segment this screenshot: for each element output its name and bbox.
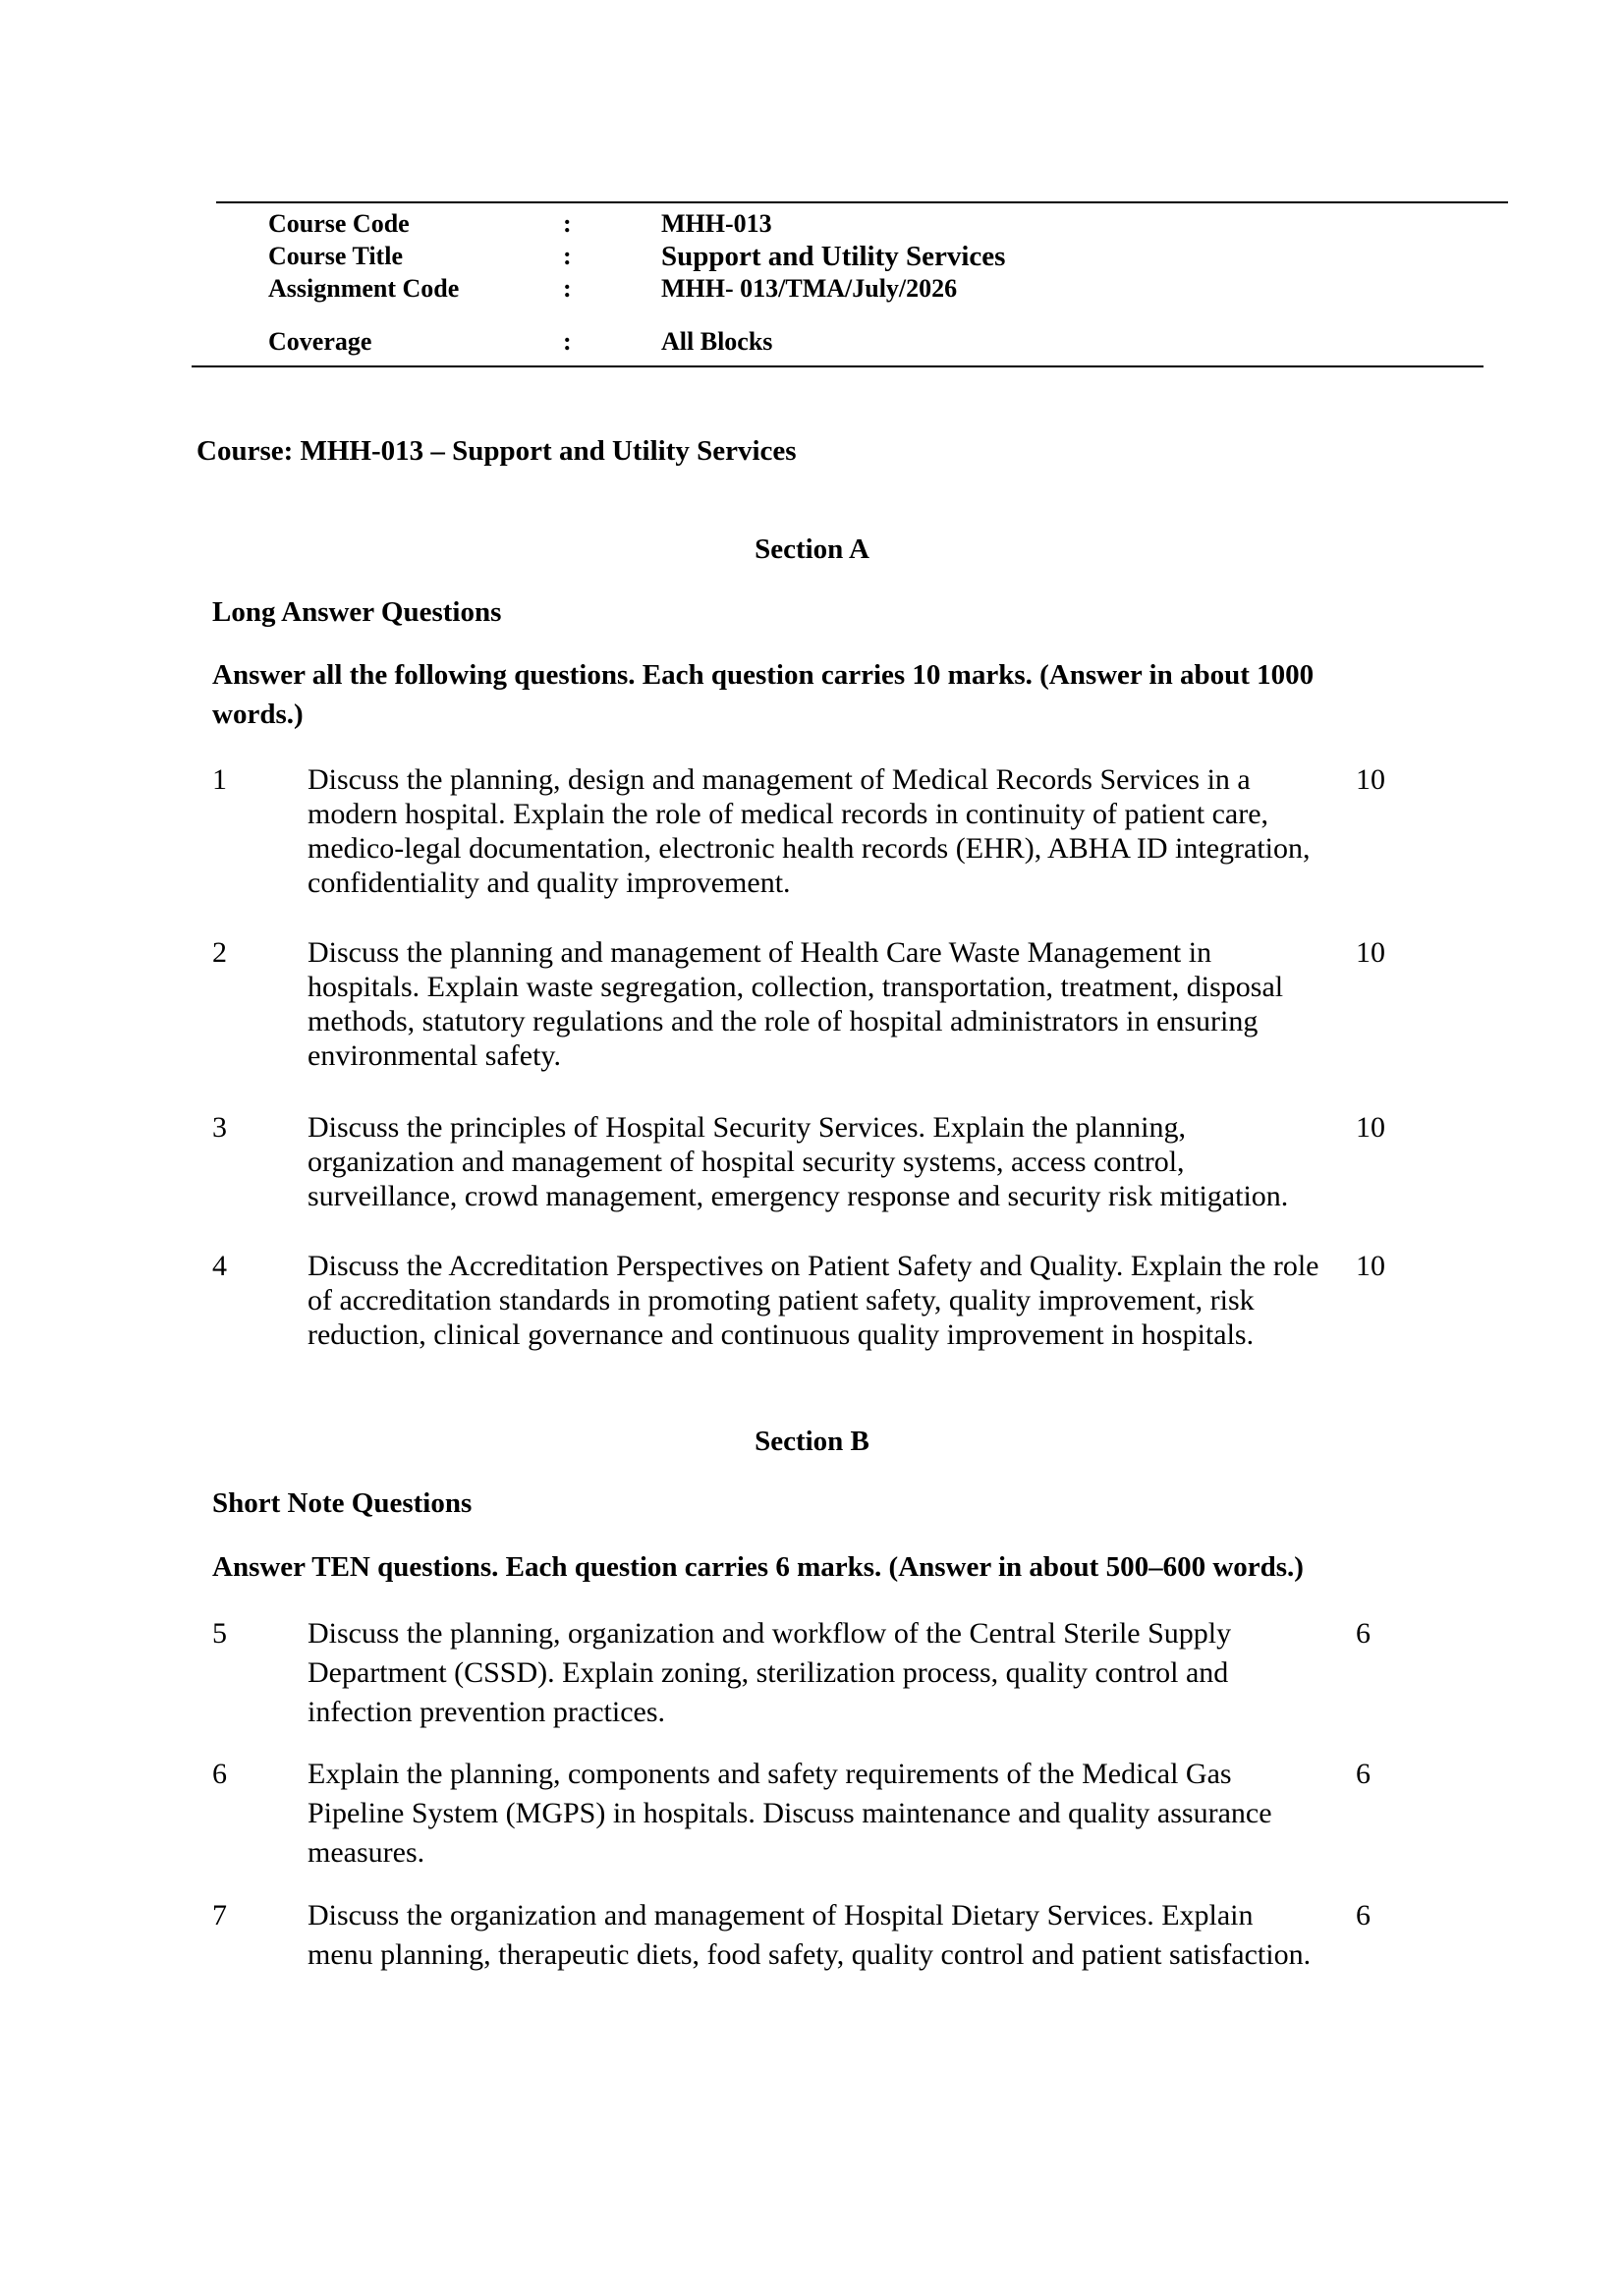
question-text-2: Discuss the planning and management of Health Care Waste Management in hospitals. Explain waste segregation, collection, transportation, treatment, disposal methods, statutory regulations and the role of hospital administrators in ensuring environmental safety. <box>308 936 1284 1072</box>
question-text-4: Discuss the Accreditation Perspectives on Patient Safety and Quality. Explain the role of accreditation standards in promoting patient safety, quality improvement, risk reduction, clinical governance and continuous quality improvement in hospitals. <box>308 1250 1319 1351</box>
section-b-title: Section B <box>755 1426 869 1457</box>
course-code-label: Course Code <box>268 209 410 238</box>
section-b-instruction: Answer TEN questions. Each question carries 6 marks. (Answer in about 500–600 words.) <box>212 1551 1304 1583</box>
section-a-subtitle: Long Answer Questions <box>212 596 502 628</box>
header-top-rule <box>216 201 1508 203</box>
question-number-6: 6 <box>212 1758 227 1790</box>
coverage-colon: : <box>563 327 572 356</box>
question-text-1: Discuss the planning, design and management of Medical Records Services in a modern hospital. Explain the role of medical records in continuity of patient care, medico-legal documentation, electronic health records (EHR), ABHA ID integration, confidentiality and quality improvement. <box>308 763 1311 899</box>
question-number-2: 2 <box>212 936 227 969</box>
coverage-label: Coverage <box>268 327 372 356</box>
course-title-row <box>268 240 1447 273</box>
course-heading: Course: MHH-013 – Support and Utility Services <box>196 435 797 467</box>
question-number-3: 3 <box>212 1111 227 1144</box>
question-marks-3: 10 <box>1356 1111 1385 1144</box>
question-marks-1: 10 <box>1356 763 1385 796</box>
course-title-colon: : <box>563 242 572 270</box>
section-a-instruction: Answer all the following questions. Each question carries 10 marks. (Answer in about 1000 words.) <box>212 659 1315 730</box>
course-title-value: Support and Utility Services <box>661 241 1006 272</box>
question-marks-4: 10 <box>1356 1250 1385 1282</box>
header-bottom-rule <box>192 365 1484 367</box>
coverage-value: All Blocks <box>661 327 773 356</box>
question-number-1: 1 <box>212 763 227 796</box>
course-code-value: MHH-013 <box>661 209 772 238</box>
question-marks-2: 10 <box>1356 936 1385 969</box>
assignment-code-row <box>268 272 1447 306</box>
question-number-5: 5 <box>212 1617 227 1650</box>
question-text-6: Explain the planning, components and safety requirements of the Medical Gas Pipeline System (MGPS) in hospitals. Discuss maintenance and quality assurance measures. <box>308 1758 1272 1869</box>
course-code-colon: : <box>563 209 572 238</box>
question-marks-6: 6 <box>1356 1758 1371 1790</box>
question-number-7: 7 <box>212 1899 227 1932</box>
coverage-row <box>268 325 1447 359</box>
section-b-subtitle: Short Note Questions <box>212 1487 473 1519</box>
section-a-title: Section A <box>755 533 869 565</box>
question-marks-7: 6 <box>1356 1899 1371 1932</box>
course-code-row <box>268 207 1447 241</box>
assignment-code-colon: : <box>563 274 572 303</box>
question-number-4: 4 <box>212 1250 227 1282</box>
question-text-3: Discuss the principles of Hospital Security Services. Explain the planning, organization and management of hospital security systems, access control, surveillance, crowd management, emergency response and security risk mitigation. <box>308 1111 1289 1212</box>
assignment-code-value: MHH- 013/TMA/July/2026 <box>661 274 958 303</box>
question-marks-5: 6 <box>1356 1617 1371 1650</box>
course-title-label: Course Title <box>268 242 403 270</box>
assignment-code-label: Assignment Code <box>268 274 460 303</box>
question-text-5: Discuss the planning, organization and workflow of the Central Sterile Supply Department (CSSD). Explain zoning, sterilization process, quality control and infection prevention practices. <box>308 1617 1232 1728</box>
question-text-7: Discuss the organization and management of Hospital Dietary Services. Explain menu planning, therapeutic diets, food safety, quality control and patient satisfaction. <box>308 1899 1312 1971</box>
